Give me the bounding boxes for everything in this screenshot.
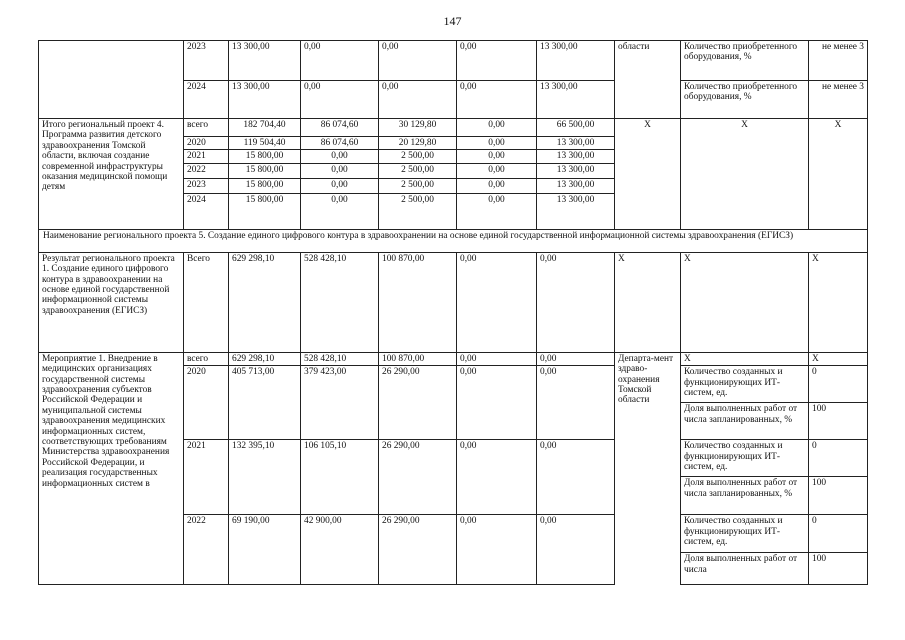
value-cell: 0,00 xyxy=(379,41,457,81)
value-cell: 0,00 xyxy=(457,440,537,515)
year-cell: 2024 xyxy=(184,193,229,229)
indicator-value-cell: 100 xyxy=(809,477,868,515)
value-cell: 0,00 xyxy=(301,178,379,193)
measure1-name: Мероприятие 1. Внедрение в медицинских организациях государственной системы здравоохранения субъектов Российской Федерации и муниципальной системы здравоохранения медицинских информационных систем, соответствующих требованиям Министерства здравоохранения Российской Федерации, и реализация государственных информационных систем в xyxy=(39,352,184,584)
value-cell: 119 504,40 xyxy=(229,137,301,150)
year-cell: всего xyxy=(184,119,229,137)
value-cell: 13 300,00 xyxy=(537,41,615,81)
value-cell: 13 300,00 xyxy=(537,163,615,178)
indicator-value-cell: 100 xyxy=(809,553,868,585)
program-table xyxy=(38,40,868,585)
executor-cell: области xyxy=(615,41,681,119)
executor-cell: Департа-мент здраво-охранения Томской области xyxy=(615,352,681,584)
value-cell: 132 395,10 xyxy=(229,440,301,515)
executor-cell: Х xyxy=(615,119,681,230)
indicator-value-cell: 0 xyxy=(809,366,868,403)
name-cell-empty xyxy=(39,41,184,119)
indicator-cell: Доля выполненных работ от числа запланированных, % xyxy=(681,477,809,515)
value-cell: 86 074,60 xyxy=(301,137,379,150)
year-cell: всего xyxy=(184,352,229,365)
table-row xyxy=(39,252,868,352)
indicator-cell: Количество приобретенного оборудования, % xyxy=(681,81,809,119)
value-cell: 0,00 xyxy=(457,515,537,585)
value-cell: 13 300,00 xyxy=(537,178,615,193)
indicator-value-cell: Х xyxy=(809,252,868,352)
value-cell: 379 423,00 xyxy=(301,366,379,440)
indicator-value-cell: не менее 3 xyxy=(809,41,868,81)
year-cell: 2021 xyxy=(184,150,229,163)
value-cell: 0,00 xyxy=(537,366,615,440)
value-cell: 0,00 xyxy=(301,163,379,178)
value-cell: 0,00 xyxy=(457,137,537,150)
value-cell: 0,00 xyxy=(457,150,537,163)
value-cell: 0,00 xyxy=(457,352,537,365)
value-cell: 13 300,00 xyxy=(537,193,615,229)
indicator-value-cell: 0 xyxy=(809,515,868,553)
indicator-cell: Количество созданных и функционирующих ИТ-систем, ед. xyxy=(681,440,809,477)
value-cell: 0,00 xyxy=(301,41,379,81)
indicator-value-cell: не менее 3 xyxy=(809,81,868,119)
value-cell: 0,00 xyxy=(537,440,615,515)
year-cell: 2024 xyxy=(184,81,229,119)
indicator-value-cell: 0 xyxy=(809,440,868,477)
value-cell: 15 800,00 xyxy=(229,150,301,163)
value-cell: 15 800,00 xyxy=(229,178,301,193)
value-cell: 0,00 xyxy=(301,81,379,119)
value-cell: 528 428,10 xyxy=(301,252,379,352)
value-cell: 0,00 xyxy=(457,163,537,178)
value-cell: 15 800,00 xyxy=(229,193,301,229)
value-cell: 2 500,00 xyxy=(379,178,457,193)
indicator-value-cell: Х xyxy=(809,119,868,230)
value-cell: 0,00 xyxy=(457,41,537,81)
value-cell: 0,00 xyxy=(537,252,615,352)
value-cell: 2 500,00 xyxy=(379,163,457,178)
value-cell: 0,00 xyxy=(457,366,537,440)
value-cell: 26 290,00 xyxy=(379,440,457,515)
value-cell: 0,00 xyxy=(301,193,379,229)
year-cell: 2022 xyxy=(184,163,229,178)
value-cell: 629 298,10 xyxy=(229,252,301,352)
value-cell: 26 290,00 xyxy=(379,515,457,585)
value-cell: 20 129,80 xyxy=(379,137,457,150)
year-cell: Всего xyxy=(184,252,229,352)
value-cell: 0,00 xyxy=(457,193,537,229)
value-cell: 0,00 xyxy=(537,515,615,585)
value-cell: 13 300,00 xyxy=(229,41,301,81)
indicator-cell: Количество созданных и функционирующих ИТ-систем, ед. xyxy=(681,515,809,553)
page-number: 147 xyxy=(443,14,462,28)
value-cell: 0,00 xyxy=(457,81,537,119)
project4-total-name: Итого региональный проект 4. Программа развития детского здравоохранения Томской области, включая создание современной инфраструктуры оказания медицинской помощи детям xyxy=(39,119,184,230)
indicator-cell: Доля выполненных работ от числа запланированных, % xyxy=(681,403,809,440)
value-cell: 106 105,10 xyxy=(301,440,379,515)
indicator-cell: Количество приобретенного оборудования, % xyxy=(681,41,809,81)
value-cell: 30 129,80 xyxy=(379,119,457,137)
value-cell: 13 300,00 xyxy=(537,150,615,163)
indicator-cell: Количество созданных и функционирующих ИТ-систем, ед. xyxy=(681,366,809,403)
result1-name: Результат регионального проекта 1. Создание единого цифрового контура в здравоохранении на основе единой государственной информационной системы здравоохранения (ЕГИСЗ) xyxy=(39,252,184,352)
value-cell: 26 290,00 xyxy=(379,366,457,440)
value-cell: 0,00 xyxy=(457,178,537,193)
value-cell: 66 500,00 xyxy=(537,119,615,137)
year-cell: 2022 xyxy=(184,515,229,585)
indicator-cell: Х xyxy=(681,252,809,352)
value-cell: 0,00 xyxy=(379,81,457,119)
value-cell: 100 870,00 xyxy=(379,352,457,365)
indicator-cell: Доля выполненных работ от числа xyxy=(681,553,809,585)
value-cell: 0,00 xyxy=(457,119,537,137)
value-cell: 100 870,00 xyxy=(379,252,457,352)
value-cell: 405 713,00 xyxy=(229,366,301,440)
value-cell: 13 300,00 xyxy=(229,81,301,119)
table-row xyxy=(39,41,868,81)
value-cell: 13 300,00 xyxy=(537,81,615,119)
indicator-value-cell: Х xyxy=(809,352,868,365)
table-row xyxy=(39,229,868,252)
value-cell: 42 900,00 xyxy=(301,515,379,585)
year-cell: 2020 xyxy=(184,137,229,150)
value-cell: 69 190,00 xyxy=(229,515,301,585)
value-cell: 2 500,00 xyxy=(379,150,457,163)
value-cell: 0,00 xyxy=(301,150,379,163)
executor-cell: Х xyxy=(615,252,681,352)
table-row xyxy=(39,119,868,137)
value-cell: 629 298,10 xyxy=(229,352,301,365)
indicator-cell: Х xyxy=(681,352,809,365)
value-cell: 2 500,00 xyxy=(379,193,457,229)
indicator-value-cell: 100 xyxy=(809,403,868,440)
indicator-cell: Х xyxy=(681,119,809,230)
value-cell: 13 300,00 xyxy=(537,137,615,150)
table-row xyxy=(39,352,868,365)
value-cell: 86 074,60 xyxy=(301,119,379,137)
year-cell: 2023 xyxy=(184,41,229,81)
value-cell: 0,00 xyxy=(537,352,615,365)
project5-header: Наименование регионального проекта 5. Создание единого цифрового контура в здравоохранении на основе единой государственной информационной системы здравоохранения (ЕГИСЗ) xyxy=(39,229,868,252)
value-cell: 15 800,00 xyxy=(229,163,301,178)
year-cell: 2023 xyxy=(184,178,229,193)
value-cell: 528 428,10 xyxy=(301,352,379,365)
value-cell: 0,00 xyxy=(457,252,537,352)
value-cell: 182 704,40 xyxy=(229,119,301,137)
year-cell: 2020 xyxy=(184,366,229,440)
year-cell: 2021 xyxy=(184,440,229,515)
